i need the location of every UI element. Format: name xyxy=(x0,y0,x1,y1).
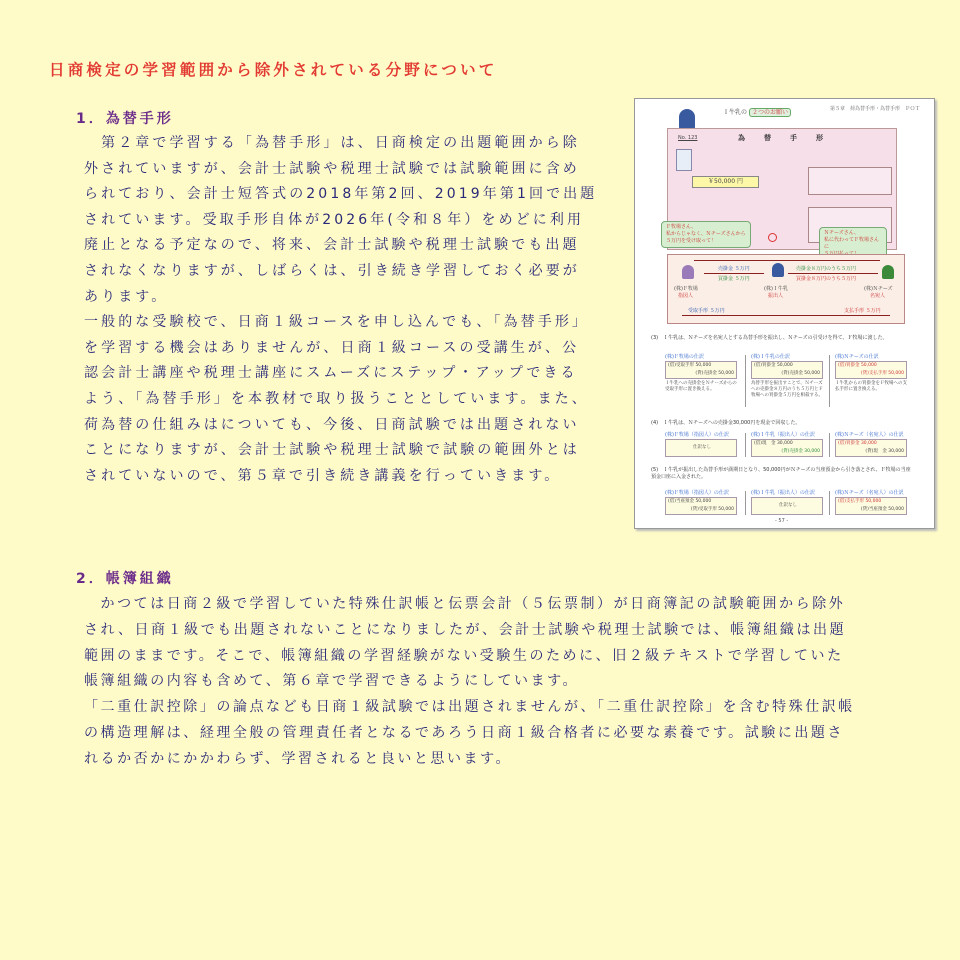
character-illustration xyxy=(679,109,695,129)
credit: (貸)当座預金 50,000 xyxy=(860,507,904,512)
journal-caption: (株)Ｆ牧場の仕訳 xyxy=(665,354,704,360)
journal-note: 為替手形を振出すことで、Ｎチーズへの売掛金８万円のうち５万円とＦ牧場への買掛金５万円を相殺する。 xyxy=(751,381,823,398)
journal-column xyxy=(835,489,907,515)
text-line: の構造理解は、経理全般の管理責任者となるであろう日商１級合格者に必要な素養です。試験に出題さ xyxy=(84,724,845,741)
divider xyxy=(745,433,746,457)
text-line: 外されていますが、会計士試験や税理士試験では試験範囲に含め xyxy=(84,160,580,177)
journal-box xyxy=(665,439,737,457)
journal-box xyxy=(751,361,823,379)
text-line: よう、「為替手形」を本教材で取り扱うこととしています。また、 xyxy=(84,390,589,407)
flow-label: 受取手形 ５万円 xyxy=(688,308,725,314)
flow-label: 買掛金 ５万円 xyxy=(718,276,750,282)
journal-note: Ｉ牛乳への売掛金をＮチーズからの受取手形に置き換える。 xyxy=(665,381,737,392)
journal-caption: (株)Ｆ牧場（指図人）の仕訳 xyxy=(665,490,729,496)
text-line: れるか否かにかかわらず、学習されると良いと思います。 xyxy=(84,750,513,767)
journal-column xyxy=(751,489,823,515)
journal-caption: (株)Ｉ牛乳（振出人）の仕訳 xyxy=(751,432,815,438)
debit: (借)受取手形 50,000 xyxy=(668,363,712,368)
text-line: されていないので、第５章で引き続き講義を行っていきます。 xyxy=(84,467,562,484)
tag-prefix: Ｉ牛乳の xyxy=(723,109,748,116)
flow-arrow xyxy=(694,260,880,261)
journal-column xyxy=(665,353,737,393)
journal-column xyxy=(751,353,823,399)
revenue-stamp xyxy=(676,149,692,171)
person-icon xyxy=(682,265,694,279)
text-line: られており、会計士短答式の2018年第2回、2019年第1回で出題 xyxy=(84,186,598,203)
bill-info-box xyxy=(808,167,892,195)
seal-icon xyxy=(768,233,777,242)
debit: 仕訳なし xyxy=(779,503,797,508)
text-line: されなくなりますが、しばらくは、引き続き学習しておく必要が xyxy=(84,262,580,279)
debit: (借)現 金 30,000 xyxy=(754,441,793,446)
tag-label: ２つのお願い xyxy=(749,108,791,117)
journal-note: Ｉ牛乳からの買掛金をＦ牧場への支払手形に置き換える。 xyxy=(835,381,907,392)
credit: (貸)支払手形 50,000 xyxy=(860,371,904,376)
party-role: 名宛人 xyxy=(870,293,886,299)
credit: (貸)売掛金 30,000 xyxy=(781,449,820,454)
text-line: 第２章で学習する「為替手形」は、日商検定の出題範囲から除 xyxy=(84,135,580,151)
text-line: 帳簿組織の内容も含めて、第６章で学習できるようにしています。 xyxy=(84,673,580,690)
divider xyxy=(745,355,746,407)
page-number: - 57 - xyxy=(775,518,789,524)
text-line: あります。 xyxy=(84,288,169,305)
text-line: 荷為替の仕組みはについても、今後、日商試験では出題されない xyxy=(84,416,580,433)
party-name: (株)Ｉ牛乳 xyxy=(764,286,788,292)
question-5: (5) Ｉ牛乳が振出した為替手形が満期日となり、50,000円がＮチーズの当座預金から引き落とされ、Ｆ牧場の当座預金口座に入金された。 xyxy=(651,467,911,480)
party-name: (株)Ｎチーズ xyxy=(864,286,893,292)
bill-tag xyxy=(721,107,791,116)
page-title: 日商検定の学習範囲から除外されている分野について xyxy=(49,61,498,79)
flow-label: 買掛金８万円のうち５万円 xyxy=(796,276,857,282)
bubble-text: 私に代わってＦ牧場さんに xyxy=(824,237,879,250)
flow-arrow xyxy=(788,273,878,274)
person-icon xyxy=(882,265,894,279)
credit: (貸)受取手形 50,000 xyxy=(690,507,734,512)
debit: (借)当座預金 50,000 xyxy=(668,499,712,504)
journal-caption: (株)Ｎチーズ（名宛人）の仕訳 xyxy=(835,490,904,496)
page-header: 第５章 荷為替手形・為替手形 ＰＯＴ xyxy=(829,106,920,112)
debit: 仕訳なし xyxy=(693,445,711,450)
journal-caption: (株)Ｆ牧場（指図人）の仕訳 xyxy=(665,432,729,438)
textbook-page-image xyxy=(634,98,935,529)
credit: (貸)現 金 30,000 xyxy=(865,449,904,454)
bill-title: 為 替 手 形 xyxy=(738,134,829,142)
journal-caption: (株)Ｎチーズ（名宛人）の仕訳 xyxy=(835,432,904,438)
text-line: されています。受取手形自体が2026年(令和８年）をめどに利用 xyxy=(84,211,585,228)
journal-caption: (株)Ｉ牛乳の仕訳 xyxy=(751,354,790,360)
journal-box xyxy=(751,497,823,515)
journal-caption: (株)Ｉ牛乳（振出人）の仕訳 xyxy=(751,490,815,496)
bubble-text: 私からじゃなく、Ｎチーズさんから xyxy=(666,231,746,237)
text-line: 廃止となる予定なので、将来、会計士試験や税理士試験でも出題 xyxy=(84,237,580,254)
bill-number: No. 123 xyxy=(678,135,698,141)
person-icon xyxy=(772,263,784,277)
text-line: かつては日商２級で学習していた特殊仕訳帳と伝票会計（５伝票制）が日商簿記の試験範囲から除外 xyxy=(84,596,846,612)
flow-label: 支払手形 ５万円 xyxy=(844,308,881,314)
bubble-text: Ｆ牧場さん、 xyxy=(666,224,697,230)
speech-bubble-left xyxy=(661,221,751,248)
divider xyxy=(829,355,830,407)
journal-box xyxy=(835,439,907,457)
debit: (借)買掛金 30,000 xyxy=(838,441,877,446)
journal-box xyxy=(751,439,823,457)
flow-label: 売掛金８万円のうち５万円 xyxy=(796,266,857,272)
journal-box xyxy=(665,361,737,379)
journal-box xyxy=(835,361,907,379)
question-4: (4) Ｉ牛乳は、Ｎチーズへの売掛金30,000円を現金で回収した。 xyxy=(651,420,801,426)
text-line: 認会計士講座や税理士講座にスムーズにステップ・アップできる xyxy=(84,365,578,382)
journal-caption: (株)Ｎチーズの仕訳 xyxy=(835,354,879,360)
section2-body xyxy=(84,592,904,773)
divider xyxy=(829,433,830,457)
journal-column xyxy=(665,431,737,457)
journal-column xyxy=(835,431,907,457)
journal-box xyxy=(835,497,907,515)
flow-arrow xyxy=(704,273,764,274)
section1-body xyxy=(84,131,604,489)
divider xyxy=(745,491,746,515)
journal-column xyxy=(835,353,907,393)
question-3: (3) Ｉ牛乳は、Ｎチーズを名宛人とする為替手形を振出し、Ｎチーズの引受けを得て、Ｆ牧場に渡した。 xyxy=(651,335,888,341)
bubble-text: ５万円を受け取って！ xyxy=(666,238,717,244)
flow-label: 売掛金 ５万円 xyxy=(718,266,750,272)
text-line: され、日商１級でも出題されないことになりましたが、会計士試験や税理士試験では、帳簿組織は出題 xyxy=(84,621,847,638)
debit: (借)買掛金 50,000 xyxy=(754,363,793,368)
section-heading-bills-of-exchange: 1．為替手形 xyxy=(76,111,174,127)
text-line: 「二重仕訳控除」の論点なども日商１級試験では出題されませんが、「二重仕訳控除」を含む特殊仕訳帳 xyxy=(84,699,855,716)
transaction-flow-diagram xyxy=(667,254,905,324)
party-name: (株)Ｆ牧場 xyxy=(674,286,698,292)
text-line: を学習する機会はありませんが、日商１級コースの受講生が、公 xyxy=(84,339,580,356)
flow-arrow xyxy=(682,315,890,316)
credit: (貸)売掛金 50,000 xyxy=(695,371,734,376)
text-line: ことになりますが、会計士試験や税理士試験で試験の範囲外とは xyxy=(84,442,580,459)
party-role: 振出人 xyxy=(768,293,784,299)
bubble-text: Ｎチーズさん、 xyxy=(824,230,860,236)
divider xyxy=(829,491,830,515)
party-role: 指図人 xyxy=(678,293,694,299)
debit: (借)買掛金 50,000 xyxy=(838,363,877,368)
text-line: 一般的な受験校で、日商１級コースを申し込んでも、「為替手形」 xyxy=(84,314,590,331)
journal-column xyxy=(665,489,737,515)
bill-amount: ￥50,000 円 xyxy=(692,176,759,188)
debit: (借)支払手形 50,000 xyxy=(838,499,882,504)
section-heading-bookkeeping-system: 2．帳簿組織 xyxy=(76,571,174,587)
text-line: 範囲のままです。そこで、帳簿組織の学習経験がない受験生のために、旧２級テキストで学習していた xyxy=(84,647,844,664)
journal-box xyxy=(665,497,737,515)
credit: (貸)売掛金 50,000 xyxy=(781,371,820,376)
journal-column xyxy=(751,431,823,457)
